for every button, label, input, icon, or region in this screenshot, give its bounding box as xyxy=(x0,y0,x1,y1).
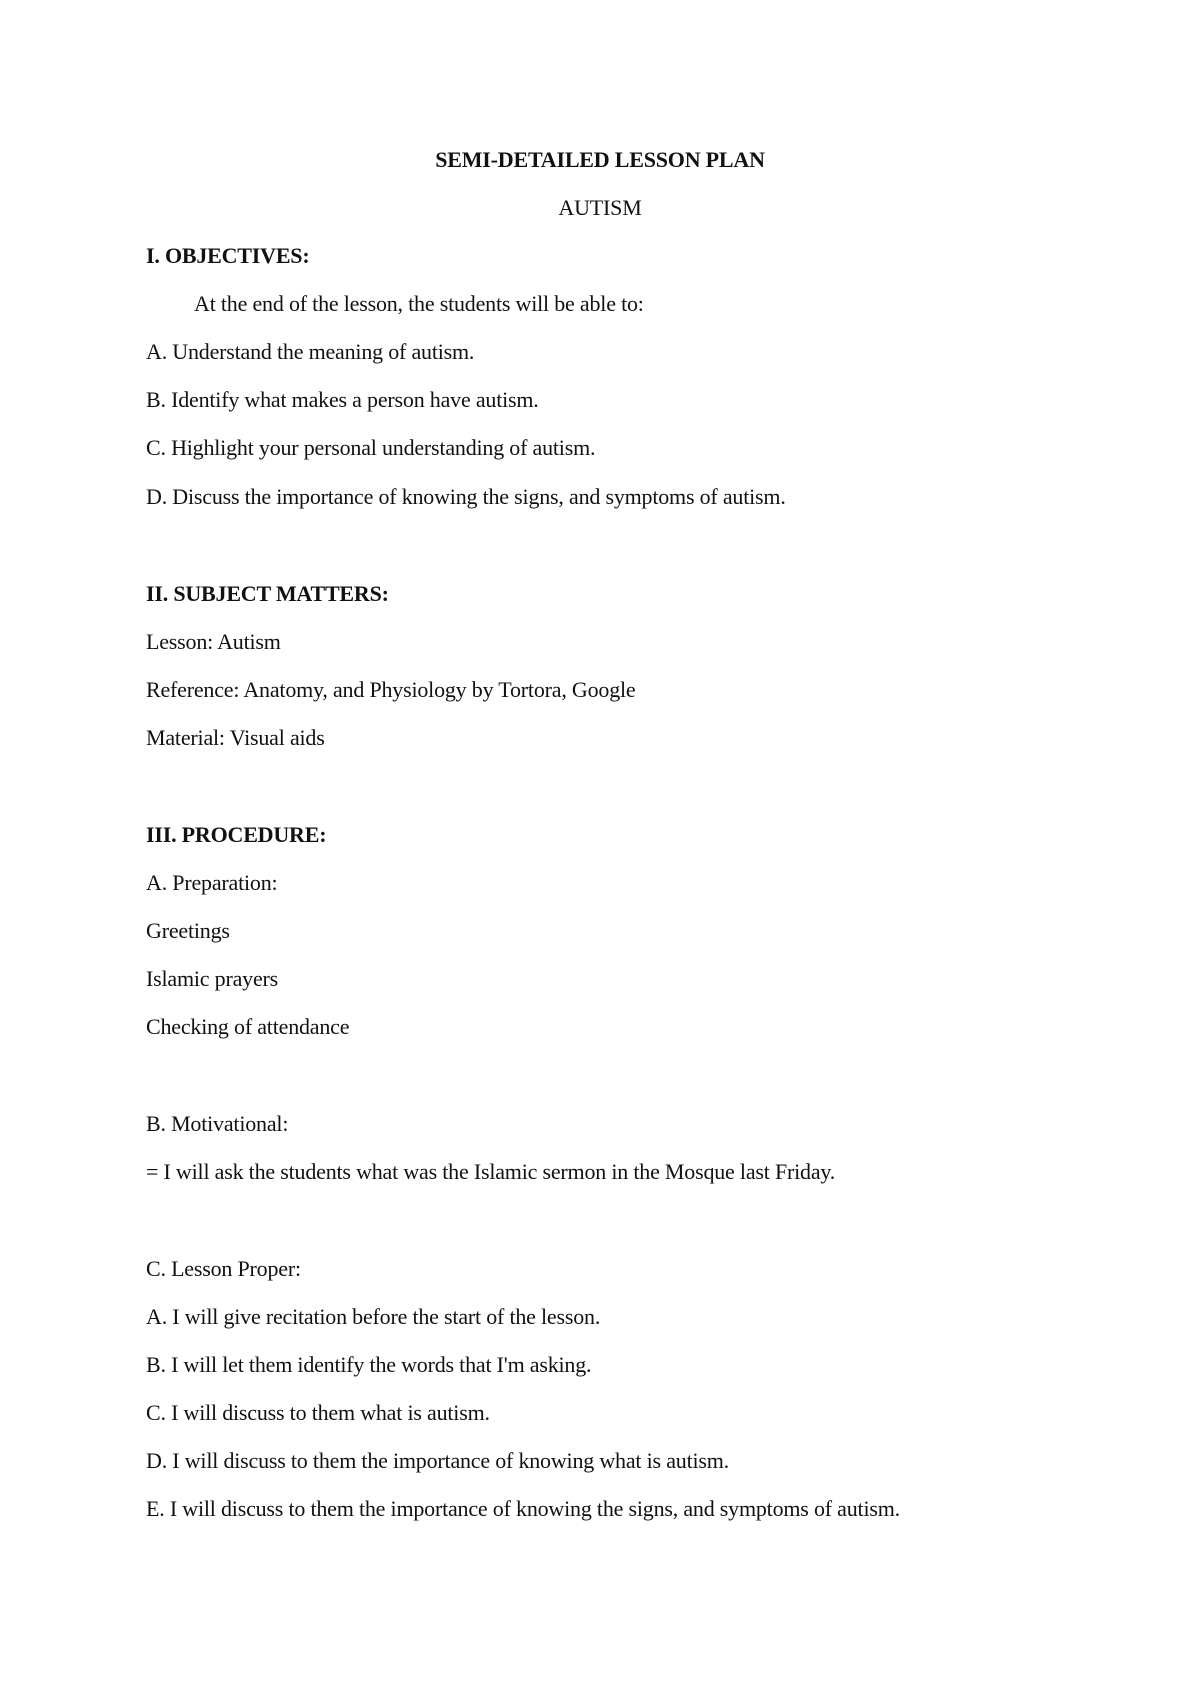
document-title: SEMI-DETAILED LESSON PLAN xyxy=(435,147,765,172)
lesson-proper-item: D. I will discuss to them the importance of knowing what is autism. xyxy=(146,1448,729,1473)
motivational-heading: B. Motivational: xyxy=(146,1111,289,1136)
lesson-proper-heading: C. Lesson Proper: xyxy=(146,1256,301,1281)
objective-item: B. Identify what makes a person have autism. xyxy=(146,387,539,412)
lesson-proper-item: A. I will give recitation before the start of the lesson. xyxy=(146,1304,601,1329)
procedure-heading: III. PROCEDURE: xyxy=(146,822,327,847)
motivational-text: = I will ask the students what was the Islamic sermon in the Mosque last Friday. xyxy=(146,1159,836,1184)
document-subtitle: AUTISM xyxy=(558,195,642,220)
objective-item: C. Highlight your personal understanding of autism. xyxy=(146,435,596,460)
subject-reference: Reference: Anatomy, and Physiology by Tortora, Google xyxy=(146,677,636,702)
subject-matters-heading: II. SUBJECT MATTERS: xyxy=(146,581,389,606)
lesson-proper-item: C. I will discuss to them what is autism. xyxy=(146,1400,490,1425)
preparation-item: Islamic prayers xyxy=(146,966,278,991)
lesson-proper-item: B. I will let them identify the words that I'm asking. xyxy=(146,1352,592,1377)
objectives-intro: At the end of the lesson, the students will be able to: xyxy=(194,291,644,316)
preparation-heading: A. Preparation: xyxy=(146,870,278,895)
objective-item: A. Understand the meaning of autism. xyxy=(146,339,475,364)
objective-item: D. Discuss the importance of knowing the signs, and symptoms of autism. xyxy=(146,484,786,509)
preparation-item: Greetings xyxy=(146,918,230,943)
subject-lesson: Lesson: Autism xyxy=(146,629,281,654)
subject-material: Material: Visual aids xyxy=(146,725,325,750)
objectives-heading: I. OBJECTIVES: xyxy=(146,243,310,268)
lesson-proper-item: E. I will discuss to them the importance of knowing the signs, and symptoms of autism. xyxy=(146,1496,900,1521)
preparation-item: Checking of attendance xyxy=(146,1014,350,1039)
